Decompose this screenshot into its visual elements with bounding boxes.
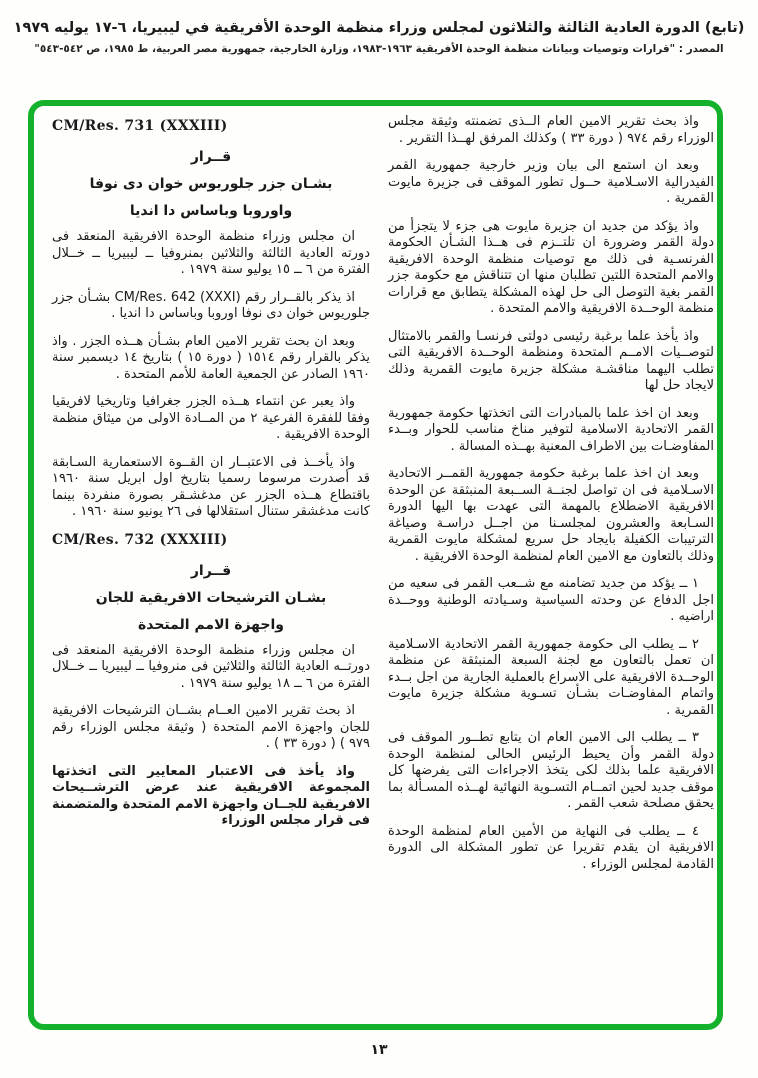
paragraph: وبعد ان استمع الى بيان وزير خارجية جمهورية القمر الفيدرالية الاسـلامية حــول تطور الموقف فى جزيرة مايوت القمرية . <box>388 158 714 206</box>
resolution-subject-line2: واجهزة الامم المتحدة <box>137 616 285 633</box>
resolution-heading: قــرار <box>190 149 232 165</box>
paragraph: واذ يؤكد من جديد ان جزيرة مايوت هى جزء لا يتجزأ من دولة القمر وضرورة ان تلتــزم فى هــذا الشـأن الحكومة الفرنسـية فى ذلك مع توصيات منظمة الوحدة الافريقية والامم المتحدة اللتين تطلبان منها ان تتناقش مع حكومة جزر القمر بغية التوصل الى حل لهذه المشكلة يتطابق مع قرارات منظمة الوحــدة الافريقية والامم المتحدة . <box>388 218 714 316</box>
paragraph: ان مجلس وزراء منظمة الوحدة الافريقية المنعقد فى دورته العادية الثالثة والثلاثين بمنروفيا ــ ليبيريا ــ خــلال الفترة من ٦ ــ ١٥ يوليو سنة ١٩٧٩ . <box>52 229 370 277</box>
right-column <box>388 114 714 884</box>
session-title: (تابع) الدورة العادية الثالثة والثلاثون لمجلس وزراء منظمة الوحدة الأفريقية في ليبيريا، ٦-١٧ يوليه ١٩٧٩ <box>13 20 745 36</box>
operative-paragraph-1: ١ ــ يؤكد من جديد تضامنه مع شــعب القمر فى سعيه من اجل الدفاع عن وحدته السياسية وسـيادته الوطنية ووحــدة اراضيه . <box>388 576 714 624</box>
resolution-subject-line1: بشـان الترشيحات الافريقية للجان <box>95 589 327 606</box>
paragraph: وبعد ان اخذ علما بالمبادرات التى اتخذتها حكومة جمهورية القمر الاتحادية الاسلامية لتوفير مناخ مناسب للحوار وبــدء المفاوضـات بين الاطراف المعنية بهــذه المسالة . <box>388 405 714 454</box>
resolution-heading: قــرار <box>190 562 232 579</box>
left-column <box>52 118 370 841</box>
paragraph: وبعد ان بحث تقرير الامين العام بشـأن هــذه الجزر . واذ يذكر بالقرار رقم ١٥١٤ ( دورة ١٥ ) بتاريخ ١٤ ديسمبر سنة ١٩٦٠ الصادر عن الجمعية العامة للأمم المتحدة . <box>52 333 371 382</box>
paragraph: واذ يأخذ علما برغبة رئيسى دولتى فرنسـا والقمر بالامتثال لتوصــيات الامــم المتحدة ومنظمة الوحــدة الافريقية التى تطلب اليهما مناقشـة مشكلة جزيرة مايوت القمرية وذلك لايجاد حل لها <box>388 328 714 393</box>
resolution-number-732: CM/Res. 732 (XXXIII) <box>52 531 228 548</box>
operative-paragraph-3: ٣ ــ يطلب الى الامين العام ان يتابع تطــور الموقف فى دولة القمر وأن يحيط الرئيس الحالى لمنظمة الوحدة الافريقية علما بذلك لكى يتخذ الاجراءات التى يفرضها كل موقف جديد لحين اتمــام التسـوية النهائية لهــذه المسـألة بما يحقق مصلحة شعب القمر . <box>388 730 714 811</box>
paragraph: اذ بحث تقرير الامين العــام بشــان الترشيحات الافريقية للجان واجهزة الامم المتحدة ( وثيقة مجلس الوزراء رقم ٩٧٩ ) ( دورة ٣٣ ) . <box>52 703 370 751</box>
paragraph: اذ يذكر بالقــرار رقم CM/Res. 642 (XXXI) بشـأن جزر جلوريوس خوان دى نوفا اوروبا وباساس دا انديا . <box>52 289 370 321</box>
page-header <box>0 20 758 55</box>
paragraph: واذ يأخــذ فى الاعتبــار ان القــوة الاستعمارية السـابقة قد أصدرت مرسوما رسميا بتاريخ اول ابريل سنة ١٩٦٠ باقتطاع هــذه الجزر عن مدغشـقر بصورة منفردة بينما كانت مدغشقر ستنال استقلالها فى ٢٦ يونيو سنة ١٩٦٠ . <box>52 454 370 519</box>
resolution-subject-line2: واوروبا وباساس دا انديا <box>129 203 293 219</box>
resolution-number-731: CM/Res. 731 (XXXIII) <box>52 118 228 134</box>
operative-paragraph-4: ٤ ــ يطلب فى النهاية من الأمين العام لمنظمة الوحدة الافريقية ان يقدم تقريرا عن تطور المشكلة الى الدورة القادمة لمجلس الوزراء . <box>388 823 714 872</box>
paragraph: واذ يعبر عن انتماء هــذه الجزر جغرافيا وتاريخيا لافريقيا وفقا للفقرة الفرعية ٢ من المــادة الاولى من ميثاق منظمة الوحدة الافريقية . <box>52 394 370 442</box>
paragraph: واذ يأخذ فى الاعتبار المعايير التى اتخذتها المجموعة الافريقية عند عرض الترشــيحات الافريقية للجــان واجهزة الامم المتحدة والمتضمنة فى قرار مجلس الوزراء <box>52 763 370 828</box>
paragraph: واذ بحث تقرير الامين العام الــذى تضمنته وثيقة مجلس الوزراء رقم ٩٧٤ ( دورة ٣٣ ) وكذلك المرفق لهــذا التقرير . <box>388 114 714 146</box>
page-number: ١٣ <box>370 1042 388 1058</box>
paragraph: وبعد ان اخذ علما برغبة حكومة جمهورية القمــر الاتحادية الاسـلامية فى ان تواصل لجنــة الســبعة المنبثقة عن الوحدة الافريقية الاضطلاع بالمهمة التى عهدت بها اليها الدورة السـابعة والعشرون لمجلسـنا من اجــل دراسـة وصياغة الترتيبات الكفيلة بايجاد حل سريع لمشكلة مايوت القمرية وذلك بالتعاون مع الامين العام لمنظمة الوحدة الافريقية . <box>388 466 714 564</box>
resolution-subject-line1: بشـان جزر جلوريوس خوان دى نوفا <box>89 176 333 192</box>
operative-paragraph-2: ٢ ــ يطلب الى حكومة جمهورية القمر الاتحادية الاسـلامية ان تعمل بالتعاون مع لجنة السبعة المنبثقة عن منظمة الوحــدة الافريقية على الاسراع بالعملية الجارية من اجل بــدء واتمام المفاوضـات بشـأن تسـوية مشكلة جزيرة مايوت القمرية . <box>388 636 714 718</box>
source-citation: المصدر : "قرارات وتوصيات وبيانات منظمة الوحدة الأفريقية ١٩٦٣-١٩٨٣، وزارة الخارجية، جمهورية مصر العربية، ط ١٩٨٥، ص ٥٤٢-٥٤٣" <box>34 43 724 55</box>
paragraph: ان مجلس وزراء منظمة الوحدة الافريقية المنعقد فى دورتــه العادية الثالثة والثلاثين فى منروفيا ــ ليبيريا ــ خــلال الفترة من ٦ ــ ١٨ يوليو سنة ١٩٧٩ . <box>52 642 370 691</box>
